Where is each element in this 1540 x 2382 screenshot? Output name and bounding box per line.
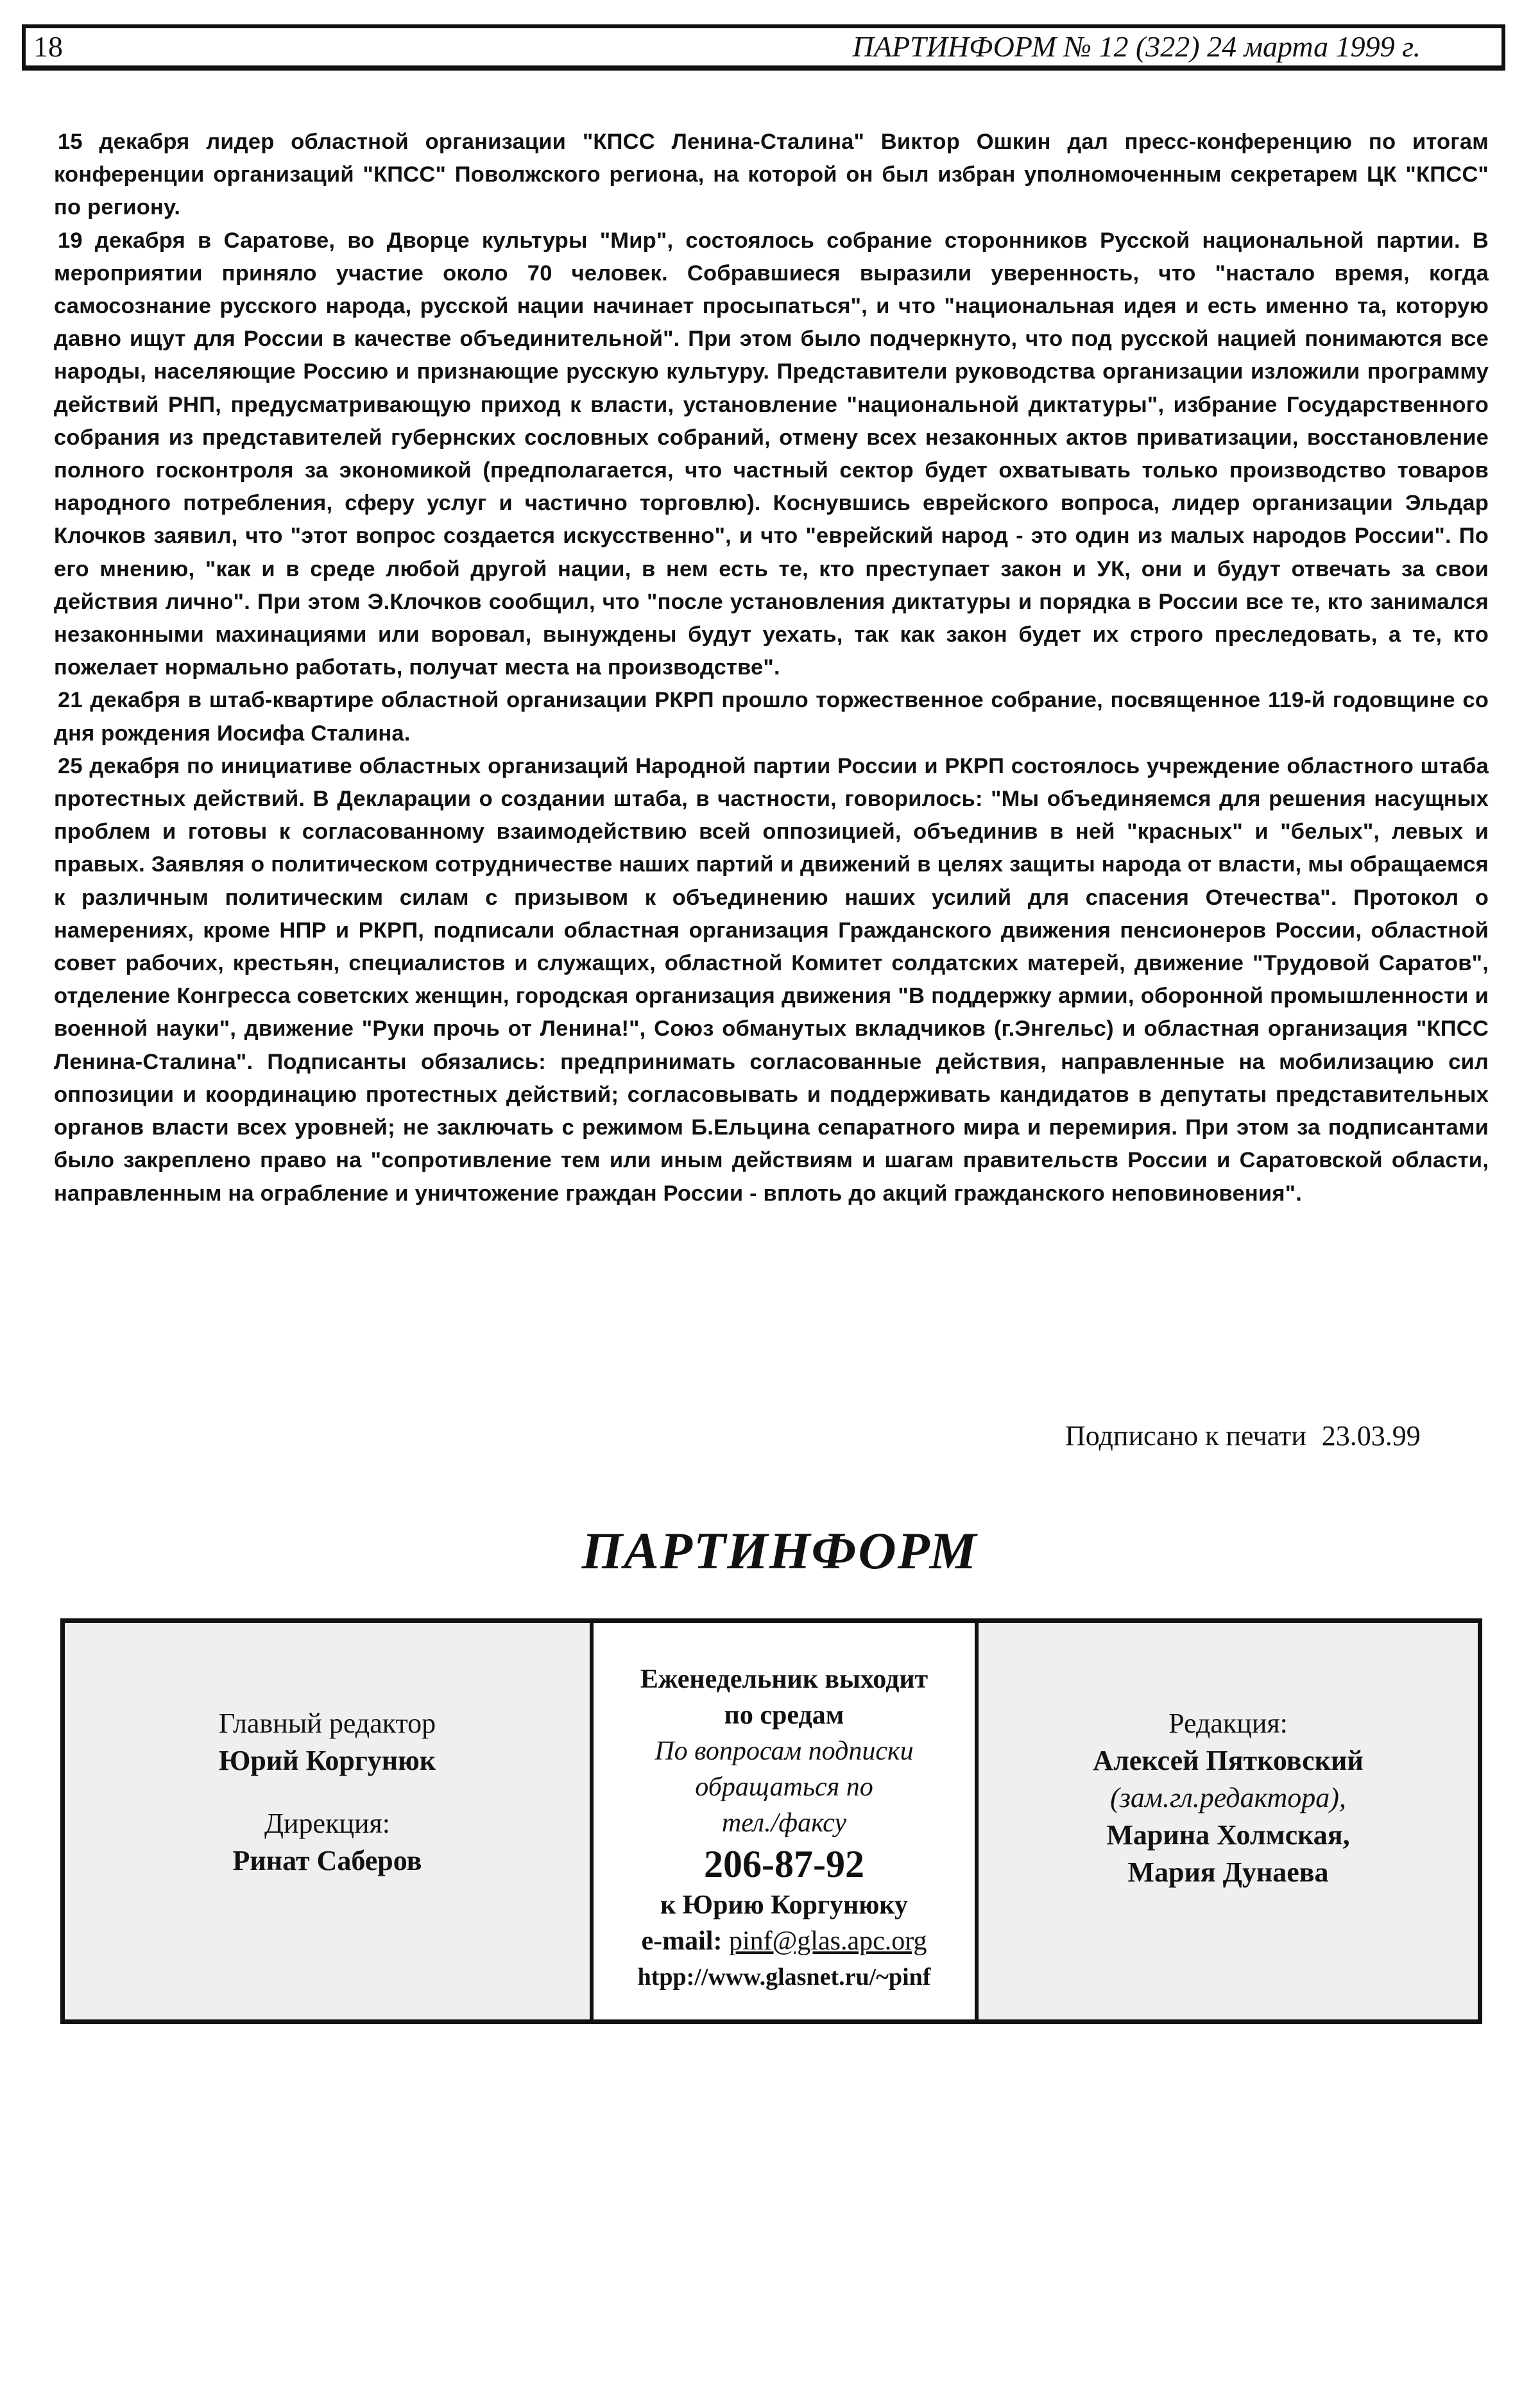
website-link[interactable]: htpp://www.glasnet.ru/~pinf <box>637 1964 931 1991</box>
staff-member-1-note: (зам.гл.редактора), <box>1110 1782 1346 1813</box>
editor-name: Юрий Коргунюк <box>218 1745 436 1776</box>
article-paragraph <box>54 684 1489 750</box>
article-paragraph <box>54 225 1489 685</box>
direction-role: Дирекция: <box>264 1808 391 1839</box>
signed-date: 23.03.99 <box>1321 1420 1421 1452</box>
article-body <box>54 126 1489 1210</box>
staff-role: Редакция: <box>1168 1708 1288 1739</box>
weekly-line-1: Еженедельник выходит <box>640 1665 928 1694</box>
imprint-center-column <box>590 1623 979 2019</box>
article-paragraph-text: 25 декабря по инициативе областных организаций Народной партии России и РКРП состоялось учреждение областного штаба протестных действий. В Декларации о создании штаба, в частности, говорилось: "Мы объединяемся для решения насущных проблем и готовы к согласованному взаимодействию всей оппозицией, объединив в ней "красных" и "белых", левых и правых. Заявляя о политическом сотрудничестве наших партий и движений в целях защиты народа от власти, мы обращаемся к различным политическим силам с призывом к объединению наших усилий для спасения Отечества". Протокол о намерениях, кроме НПР и РКРП, подписали областная организация Гражданского движения пенсионеров России, областной совет рабочих, крестьян, специалистов и служащих, областной Комитет солдатских матерей, движение "Трудовой Саратов", отделение Конгресса советских женщин, городская организация движения "В поддержку армии, оборонной промышленности и военной науки", движение "Руки прочь от Ленина!", Союз обманутых вкладчиков (г.Энгельс) и областная организация "КПСС Ленина-Сталина". Подписанты обязались: предпринимать согласованные действия, направленные на мобилизацию сил оппозиции и координацию протестных действий; согласовывать и поддерживать кандидатов в депутаты представительных органов власти всех уровней; не заключать с режимом Б.Ельцина сепаратного мира и перемирия. При этом за подписантами было закреплено право на "сопротивление тем или иным действиям и шагам правительств России и Саратовской области, направленным на ограбление и уничтожение граждан России - вплоть до акций гражданского неповиновения". <box>54 753 1489 1206</box>
email-label: e-mail: <box>641 1926 723 1956</box>
subscription-line-2: обращаться по <box>695 1772 873 1802</box>
article-paragraph-text: 21 декабря в штаб-квартире областной организации РКРП прошло торжественное собрание, посвященное 119-й годовщине со дня рождения Иосифа Сталина. <box>54 688 1489 746</box>
staff-member-2: Марина Холмская, <box>1106 1819 1350 1851</box>
staff-member-1: Алексей Пятковский <box>1093 1745 1364 1776</box>
phone-number: 206-87-92 <box>704 1843 864 1885</box>
page-number: 18 <box>33 30 63 63</box>
contact-person: к Юрию Коргунюку <box>660 1890 908 1920</box>
masthead-title: ПАРТИНФОРМ <box>581 1521 978 1580</box>
staff-member-3: Мария Дунаева <box>1127 1856 1329 1888</box>
email-link[interactable]: pinf@glas.apc.org <box>728 1926 927 1956</box>
subscription-line-3: тел./факсу <box>721 1808 847 1838</box>
email-row <box>594 1923 975 1959</box>
page-header <box>22 24 1505 71</box>
imprint-left-column <box>65 1623 590 2019</box>
signed-label: Подписано к печати <box>1065 1420 1306 1452</box>
imprint-box <box>60 1618 1482 2024</box>
article-paragraph <box>54 126 1489 225</box>
direction-name: Ринат Саберов <box>232 1845 422 1876</box>
article-paragraph-text: 15 декабря лидер областной организации "КПСС Ленина-Сталина" Виктор Ошкин дал пресс-конференцию по итогам конференции организаций "КПСС" Поволжского региона, на которой он был избран уполномоченным секретарем ЦК "КПСС" по региону. <box>54 130 1489 220</box>
imprint-right-column <box>979 1623 1478 2019</box>
subscription-line-1: По вопросам подписки <box>654 1736 914 1766</box>
article-paragraph-text: 19 декабря в Саратове, во Дворце культуры "Мир", состоялось собрание сторонников Русской национальной партии. В мероприятии приняло участие около 70 человек. Собравшиеся выразили уверенность, что "настало время, когда самосознание русского народа, русской нации начинает просыпаться", и что "национальная идея и есть именно та, которую давно ищут для России в качестве объединительной". При этом было подчеркнуто, что под русской нацией понимаются все народы, населяющие Россию и признающие русскую культуру. Представители руководства организации изложили программу действий РНП, предусматривающую приход к власти, установление "национальной диктатуры", избрание Государственного собрания из представителей губернских сословных собраний, отмену всех незаконных актов приватизации, восстановление полного госконтроля за экономикой (предполагается, что частный сектор будет охватывать только производство товаров народного потребления, сферу услуг и частично торговлю). Коснувшись еврейского вопроса, лидер организации Эльдар Клочков заявил, что "этот вопрос создается искусственно", и что "еврейский народ - это один из малых народов России". По его мнению, "как и в среде любой другой нации, в нем есть те, кто преступает закон и УК, они и будут отвечать за свои действия лично". При этом Э.Клочков сообщил, что "после установления диктатуры и порядка в России все те, кто занимался незаконными махинациями или воровал, вынуждены будут уехать, так как закон будет их строго преследовать, а те, кто пожелает нормально работать, получат места на производстве". <box>54 228 1489 680</box>
weekly-line-2: по средам <box>724 1701 844 1730</box>
issue-line: ПАРТИНФОРМ № 12 (322) 24 марта 1999 г. <box>852 30 1421 63</box>
signed-for-print <box>1065 1419 1421 1452</box>
article-paragraph <box>54 750 1489 1210</box>
editor-role: Главный редактор <box>218 1708 436 1739</box>
